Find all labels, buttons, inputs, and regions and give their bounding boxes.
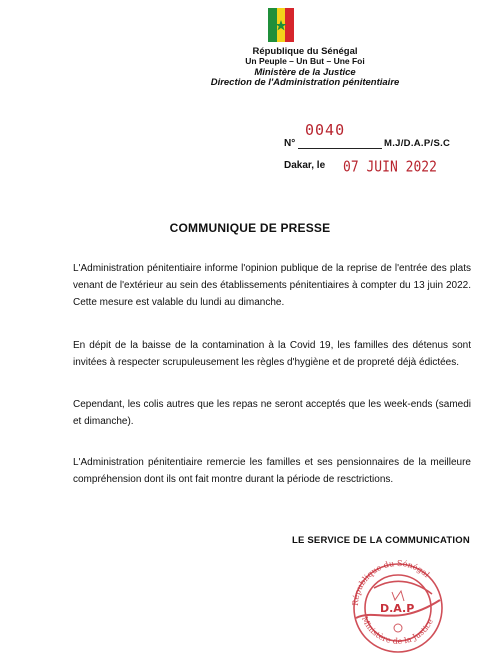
seal-text-bottom: Ministère de la Justice bbox=[359, 615, 435, 646]
senegal-flag-icon bbox=[268, 8, 294, 42]
header-republic: République du Sénégal bbox=[252, 46, 358, 57]
paragraph-reprise: L'Administration pénitentiaire informe l'opinion publique de la reprise de l'entrée des plats venant de l'extérieur au sein des établissements pénitentiaires à compter du 13 juin 2022. Cette mesure est valable du lundi au dimanche. bbox=[73, 263, 471, 308]
document-title: COMMUNIQUE DE PRESSE bbox=[169, 221, 331, 235]
date-stamp: 07 JUIN 2022 bbox=[343, 158, 437, 177]
header-ministry: Ministère de la Justice bbox=[254, 67, 356, 78]
reference-underline bbox=[298, 148, 382, 149]
seal-text-mid: D.A.P bbox=[380, 602, 415, 615]
seal-text-top: République du Sénégal bbox=[350, 558, 432, 607]
svg-text:Ministère de la Justice bbox=[360, 615, 435, 646]
official-seal-icon bbox=[336, 548, 458, 653]
paragraph-hygiene: En dépit de la baisse de la contamination à la Covid 19, les familles des détenus sont invitées à respecter scrupuleusement les règles d'hygiène et de propreté déjà édictées. bbox=[73, 340, 471, 368]
reference-number-stamp: 0040 bbox=[305, 121, 346, 139]
header-direction: Direction de l'Administration pénitentiaire bbox=[210, 77, 400, 88]
reference-number-label: N° bbox=[284, 138, 296, 149]
header-motto: Un Peuple – Un But – Une Foi bbox=[245, 56, 365, 66]
place-label: Dakar, le bbox=[284, 160, 326, 171]
paragraph-colis: Cependant, les colis autres que les repas ne seront acceptés que les week-ends (samedi et dimanche). bbox=[73, 399, 471, 427]
paragraph-remerciements: L'Administration pénitentiaire remercie les familles et ses pensionnaires de la meilleure compréhension dont ils ont fait montre durant la période de resctrictions. bbox=[73, 457, 471, 485]
reference-code: M.J/D.A.P/S.C bbox=[384, 138, 451, 149]
signature-service: LE SERVICE DE LA COMMUNICATION bbox=[292, 535, 470, 546]
